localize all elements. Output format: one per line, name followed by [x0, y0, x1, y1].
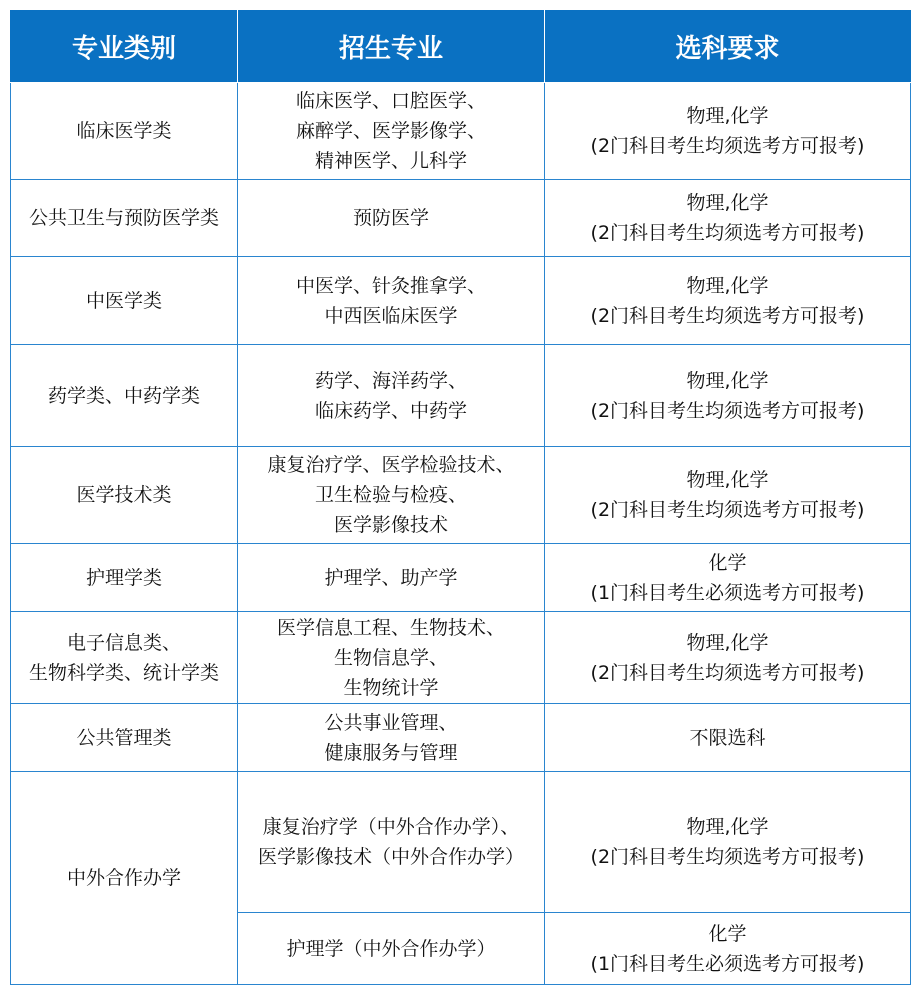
major-line: 康复治疗学（中外合作办学）、	[262, 816, 520, 838]
major-line: 中西医临床医学	[324, 304, 458, 327]
major-line: 药学、海洋药学、	[314, 369, 467, 392]
table-row	[11, 772, 911, 913]
requirement-cell	[545, 83, 911, 180]
table-row	[11, 180, 911, 257]
requirement-note: (2门科目考生均须选考方可报考)	[590, 661, 865, 684]
category-text: 护理学类	[85, 566, 162, 589]
table-row	[11, 83, 911, 180]
category-text: 中外合作办学	[66, 867, 181, 889]
category-text: 电子信息类、	[66, 631, 181, 654]
majors-cell	[238, 612, 545, 704]
requirement-cell	[545, 447, 911, 544]
requirement-cell	[545, 180, 911, 257]
major-line: 医学信息工程、生物技术、	[276, 616, 505, 639]
major-line: 护理学、助产学	[324, 566, 458, 589]
majors-cell	[238, 257, 545, 345]
requirement-cell	[545, 544, 911, 612]
requirement-cell	[545, 704, 911, 772]
majors-cell	[238, 704, 545, 772]
requirement-note: (2门科目考生均须选考方可报考)	[590, 499, 865, 521]
category-cell	[11, 83, 238, 180]
requirement-note: (2门科目考生均须选考方可报考)	[590, 135, 865, 157]
major-line: 康复治疗学、医学检验技术、	[267, 454, 515, 476]
requirement-note: (2门科目考生均须选考方可报考)	[590, 846, 865, 868]
major-line: 公共事业管理、	[324, 711, 458, 734]
category-cell	[11, 345, 238, 447]
table-row	[11, 544, 911, 612]
requirement-subjects: 不限选科	[689, 726, 766, 749]
major-line: 临床医学、口腔医学、	[295, 90, 486, 112]
major-line: 护理学（中外合作办学）	[286, 937, 496, 960]
category-cell	[11, 180, 238, 257]
major-line: 预防医学	[352, 207, 429, 229]
majors-cell	[238, 544, 545, 612]
category-cell	[11, 772, 238, 985]
category-text: 公共卫生与预防医学类	[28, 207, 219, 229]
major-line: 中医学、针灸推拿学、	[295, 274, 486, 297]
requirement-note: (1门科目考生必须选考方可报考)	[590, 581, 865, 604]
majors-cell	[238, 447, 545, 544]
major-line: 生物统计学	[343, 676, 439, 699]
requirement-subjects: 物理,化学	[686, 192, 769, 214]
major-line: 健康服务与管理	[324, 741, 458, 764]
table-row	[11, 612, 911, 704]
header-majors: 招生专业	[238, 11, 545, 83]
requirement-cell	[545, 772, 911, 913]
requirement-note: (1门科目考生必须选考方可报考)	[590, 952, 865, 975]
majors-cell	[238, 83, 545, 180]
requirement-note: (2门科目考生均须选考方可报考)	[590, 222, 865, 244]
table-row	[11, 447, 911, 544]
major-line: 医学影像技术	[333, 514, 448, 536]
category-text: 临床医学类	[76, 120, 172, 142]
table-row	[11, 345, 911, 447]
category-text: 公共管理类	[76, 726, 172, 749]
major-line: 精神医学、儿科学	[314, 150, 467, 172]
majors-cell	[238, 180, 545, 257]
major-line: 卫生检验与检疫、	[314, 484, 467, 506]
requirement-cell	[545, 612, 911, 704]
admission-requirements-table	[10, 10, 911, 985]
requirement-subjects: 化学	[708, 922, 747, 945]
category-text: 中医学类	[85, 289, 162, 312]
requirement-subjects: 物理,化学	[686, 631, 769, 654]
category-cell	[11, 544, 238, 612]
table-row	[11, 704, 911, 772]
major-line: 临床药学、中药学	[314, 399, 467, 422]
requirement-subjects: 化学	[708, 551, 747, 574]
category-text: 药学类、中药学类	[47, 384, 200, 407]
requirement-note: (2门科目考生均须选考方可报考)	[590, 304, 865, 327]
requirement-subjects: 物理,化学	[686, 105, 769, 127]
requirement-subjects: 物理,化学	[686, 369, 769, 392]
major-line: 麻醉学、医学影像学、	[295, 120, 486, 142]
category-text: 医学技术类	[76, 484, 172, 506]
requirement-subjects: 物理,化学	[686, 816, 769, 838]
requirement-note: (2门科目考生均须选考方可报考)	[590, 399, 865, 422]
category-cell	[11, 612, 238, 704]
table-row	[11, 257, 911, 345]
requirement-cell	[545, 257, 911, 345]
category-cell	[11, 447, 238, 544]
majors-cell	[238, 913, 545, 985]
majors-cell	[238, 772, 545, 913]
category-cell	[11, 257, 238, 345]
major-line: 医学影像技术（中外合作办学）	[257, 846, 524, 868]
majors-cell	[238, 345, 545, 447]
major-line: 生物信息学、	[333, 646, 448, 669]
header-requirement: 选科要求	[545, 11, 911, 83]
requirement-cell	[545, 345, 911, 447]
category-text: 生物科学类、统计学类	[28, 661, 219, 684]
table-header-row	[11, 11, 911, 83]
header-category: 专业类别	[11, 11, 238, 83]
requirement-cell	[545, 913, 911, 985]
category-cell	[11, 704, 238, 772]
requirement-subjects: 物理,化学	[686, 469, 769, 491]
requirement-subjects: 物理,化学	[686, 274, 769, 297]
